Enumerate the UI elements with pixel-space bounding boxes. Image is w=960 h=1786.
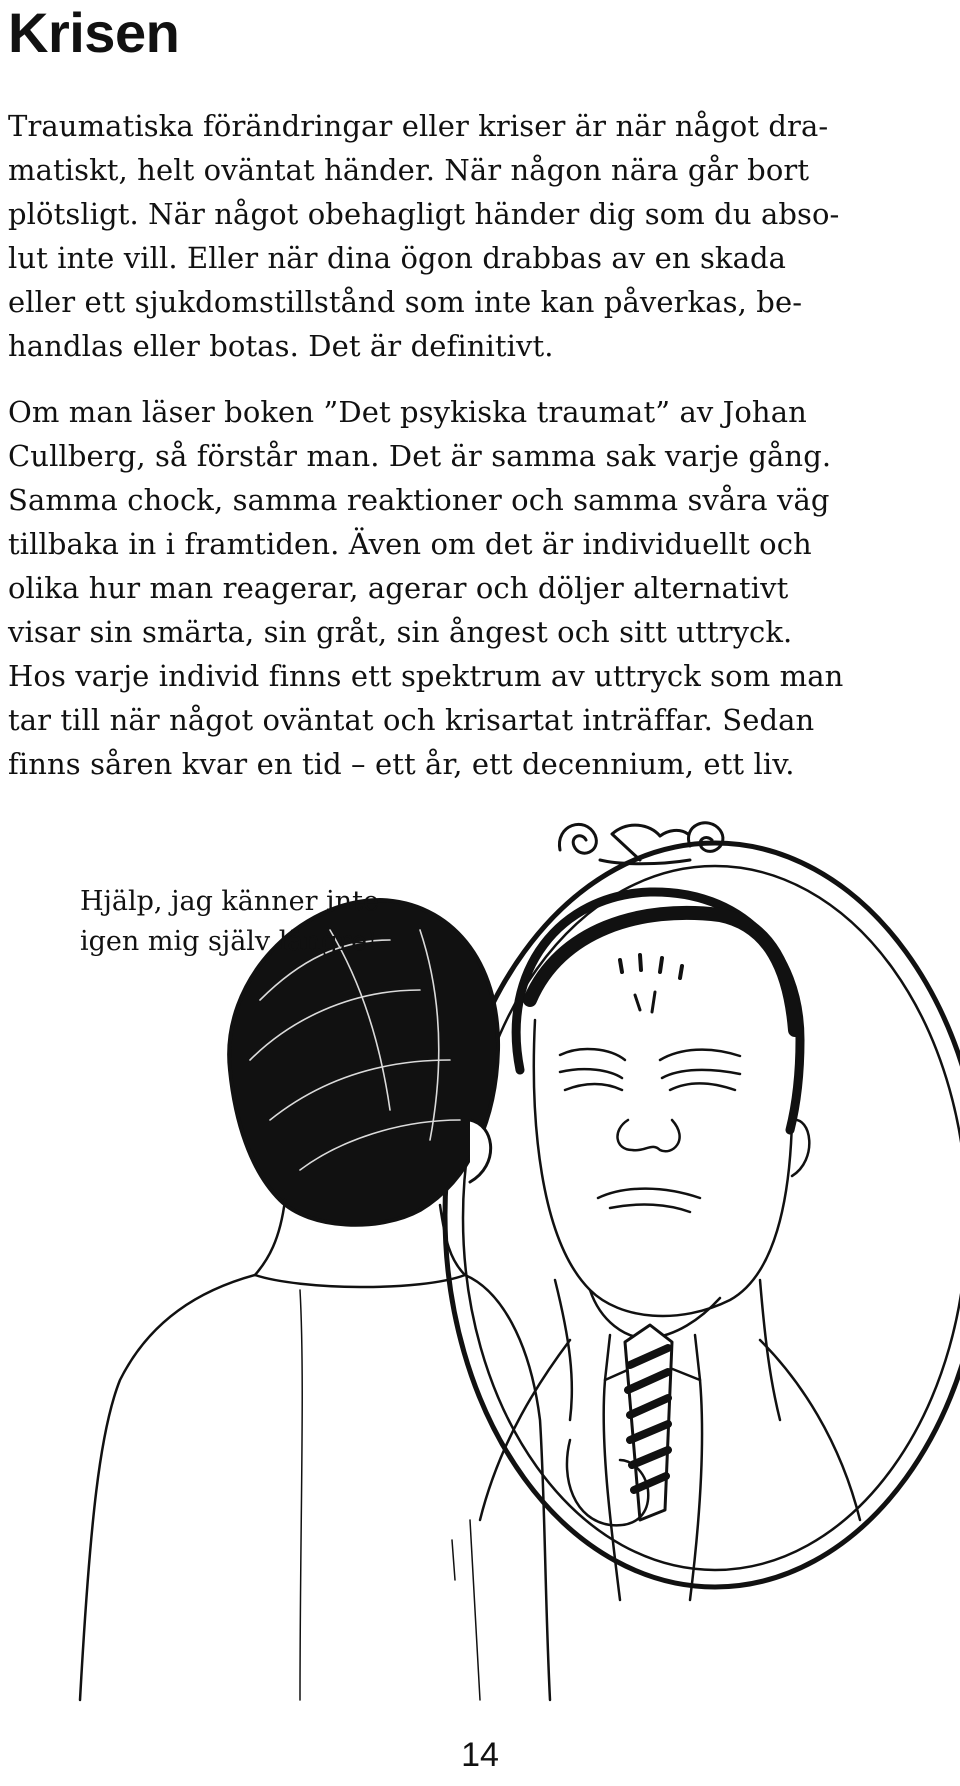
text-line: plötsligt. När något obehagligt händer dig som du abso- xyxy=(8,197,840,231)
page-title: Krisen xyxy=(8,1,180,64)
text-line: Samma chock, samma reaktioner och samma svåra väg xyxy=(8,483,830,517)
speech-line: Hjälp, jag känner inte xyxy=(80,886,379,917)
text-line: Hos varje individ finns ett spektrum av uttryck som man xyxy=(8,659,844,693)
speech-line: igen mig själv längre! xyxy=(80,926,378,957)
mirror-frame-inner xyxy=(463,866,960,1570)
text-line: olika hur man reagerar, agerar och döljer alternativt xyxy=(8,571,789,605)
text-line: finns såren kvar en tid – ett år, ett decennium, ett liv. xyxy=(8,747,795,781)
speech-caption xyxy=(80,882,379,962)
page-number: 14 xyxy=(461,1736,499,1774)
text-line: tillbaka in i framtiden. Även om det är individuellt och xyxy=(8,527,812,561)
text-line: eller ett sjukdomstillstånd som inte kan påverkas, be- xyxy=(8,285,803,319)
paragraph-1 xyxy=(8,104,953,368)
text-line: tar till när något oväntat och krisartat inträffar. Sedan xyxy=(8,703,815,737)
text-line: lut inte vill. Eller när dina ögon drabbas av en skada xyxy=(8,241,787,275)
text-line: handlas eller botas. Det är definitivt. xyxy=(8,329,554,363)
man-back-body xyxy=(80,1200,550,1700)
text-line: Cullberg, så förstår man. Det är samma sak varje gång. xyxy=(8,439,832,473)
paragraph-2 xyxy=(8,390,953,786)
reflection-face xyxy=(516,892,809,1316)
text-line: matiskt, helt oväntat händer. När någon nära går bort xyxy=(8,153,810,187)
reflection-clothing xyxy=(480,1280,860,1600)
text-line: visar sin smärta, sin gråt, sin ångest och sitt uttryck. xyxy=(8,615,793,649)
text-line: Traumatiska förändringar eller kriser är när något dra- xyxy=(8,109,829,143)
text-line: Om man läser boken ”Det psykiska traumat” av Johan xyxy=(8,395,807,429)
